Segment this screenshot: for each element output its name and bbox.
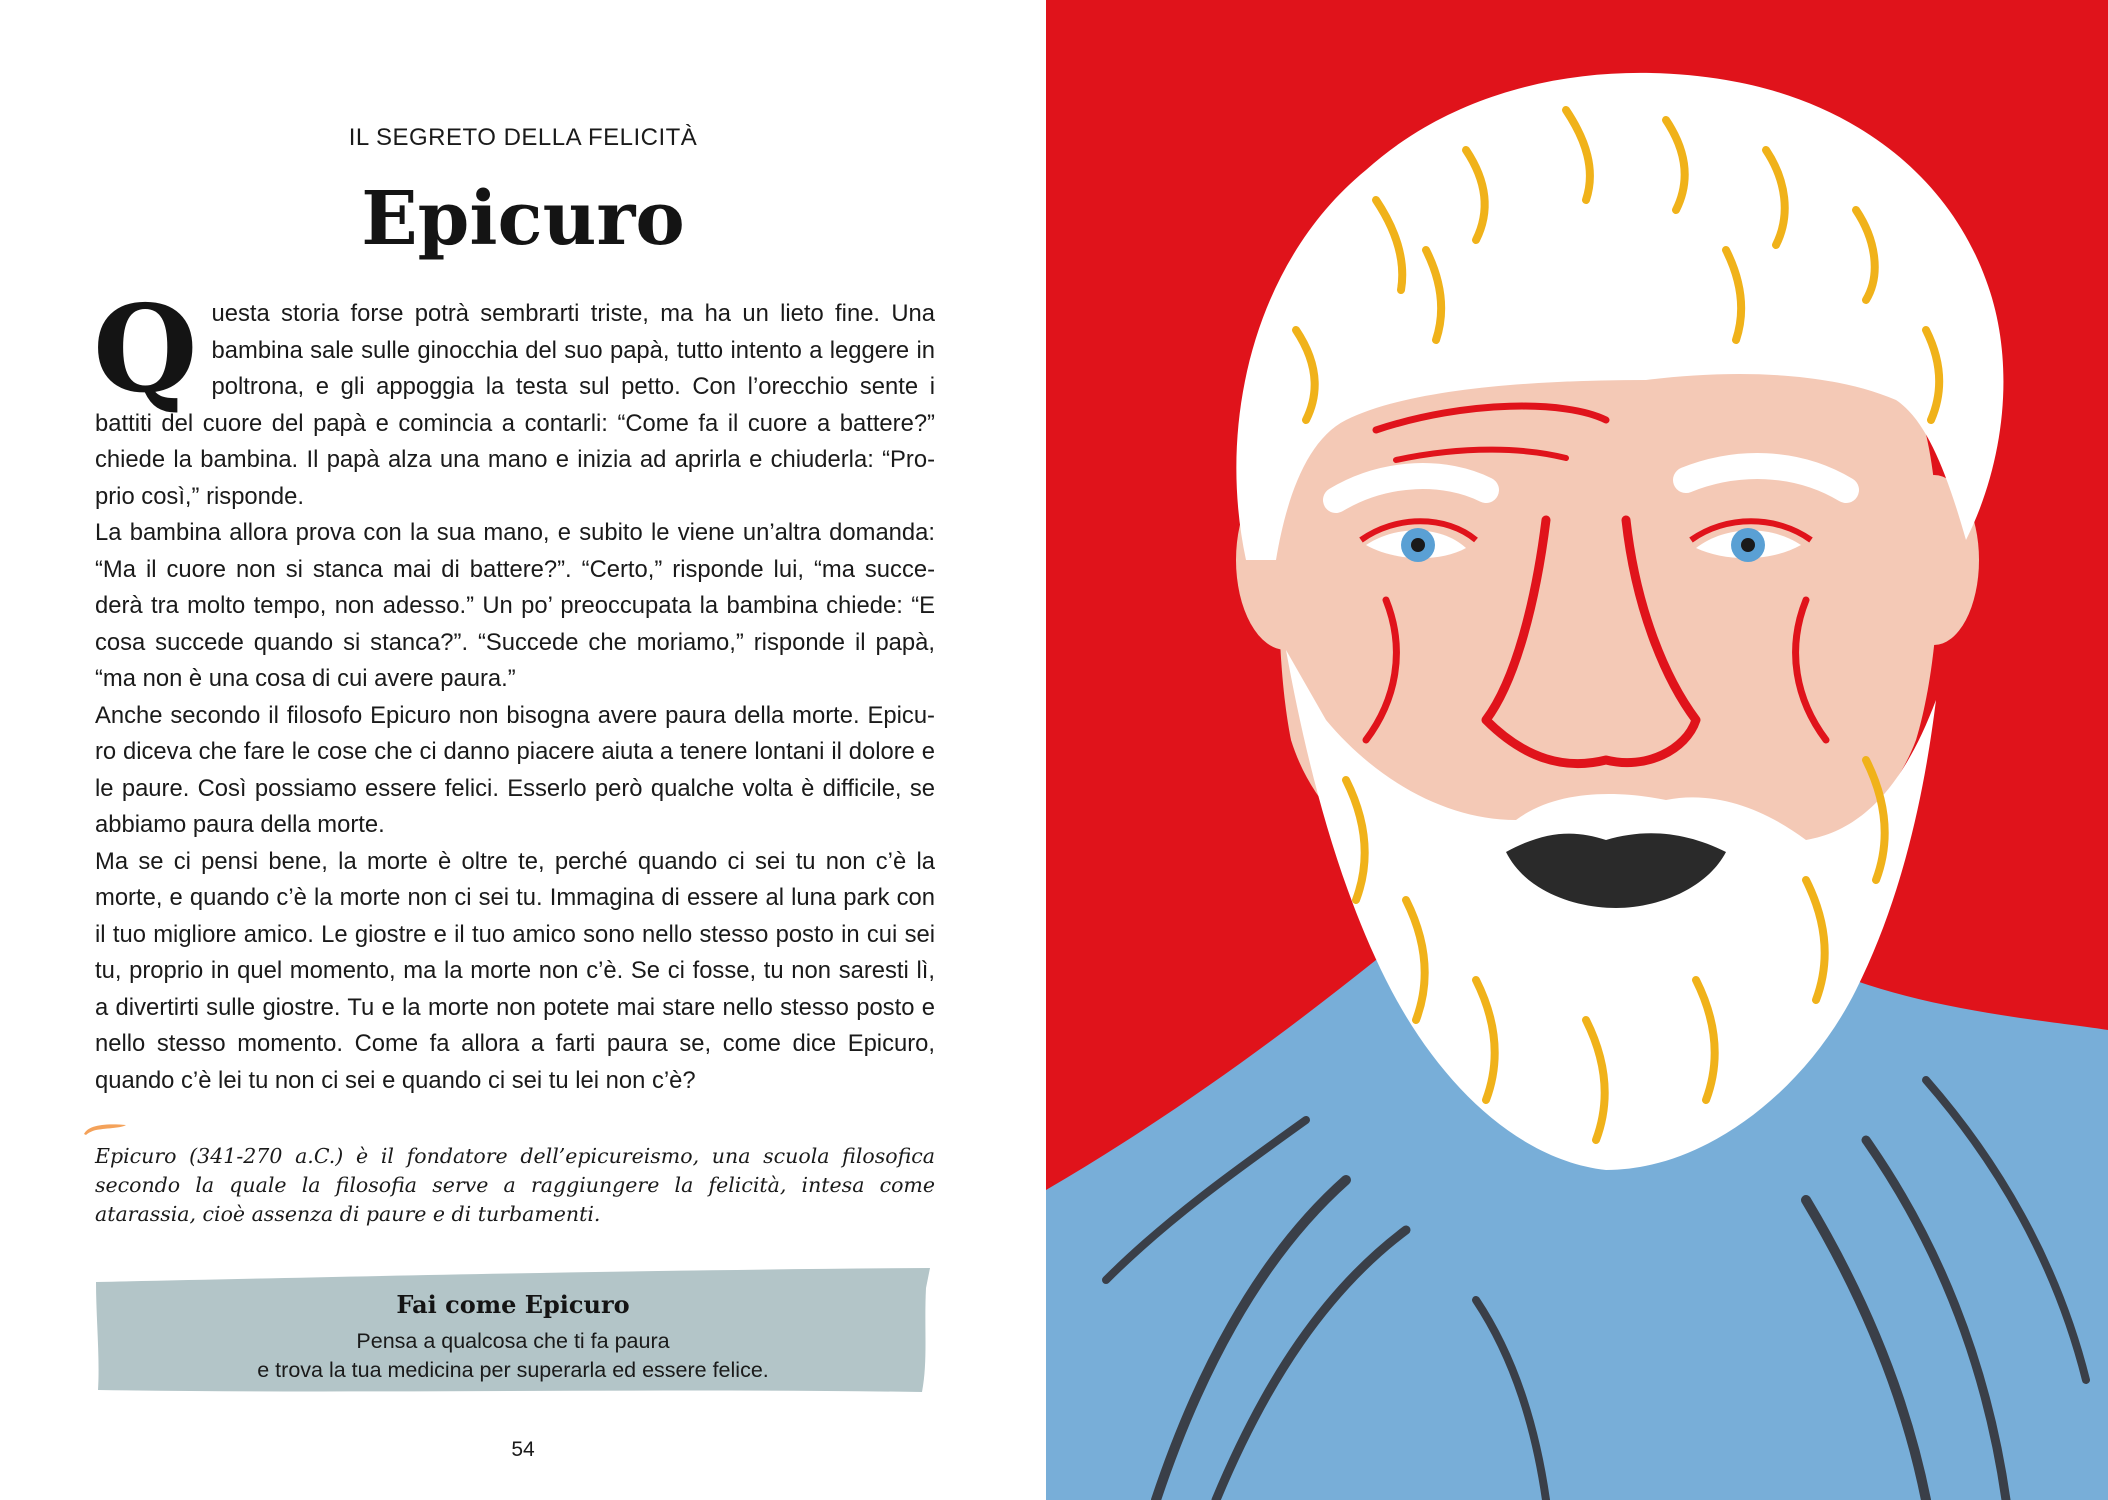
- paragraph-4: Ma se ci pensi bene, la morte è oltre te, perché quando ci sei tu non c’è la morte, e quando c’è la morte non ci sei tu. Immagina di essere al luna park con il tuo migliore amico. Le giostre e il tuo amico sono nello stesso posto in cui sei tu, proprio in quel momento, ma la morte non c’è. Se ci fosse, tu non saresti lì, a divertirti sulle giostre. Tu e la morte non potete mai stare nello stesso posto e nello stesso momento. Come fa allora a farti paura se, come dice Epicuro, quando c’è lei tu non ci sei e quando ci sei tu lei non c’è?: [95, 847, 935, 1094]
- epicurus-portrait-illustration: [1046, 0, 2108, 1500]
- left-page: [0, 0, 1046, 1500]
- drop-cap: Q: [93, 279, 198, 420]
- paragraph-1: uesta storia forse potrà sembrarti triste, ma ha un lieto fine. Una bambina sale sulle ginocchia del suo papà, tutto intento a leggere in poltrona, e gli appoggia la testa sul petto. Con l’orecchio sente i battiti del cuore del papà e comincia a contarli: “Come fa il cuore a battere?” chiede la bambina. Il papà alza una mano e inizia ad aprirla e chiuderla: “Pro-prio così,” risponde.: [95, 300, 935, 510]
- brush-mark-icon: [82, 1122, 128, 1136]
- tip-title: Fai come Epicuro: [396, 1290, 630, 1319]
- page-title: Epicuro: [361, 176, 685, 262]
- paragraph-3: Anche secondo il filosofo Epicuro non bisogna avere paura della morte. Epicu-ro diceva che fare le cose che ci danno piacere aiuta a tenere lontani il dolore e le paure. Così possiamo essere felici. Esserlo però qualche volta è difficile, se abbiamo paura della morte.: [95, 701, 935, 838]
- body-text: [93, 279, 935, 1099]
- tip-line-1: Pensa a qualcosa che ti fa paura: [356, 1329, 670, 1353]
- page-number: 54: [511, 1438, 535, 1461]
- paragraph-2: La bambina allora prova con la sua mano, e subito le viene un’altra domanda: “Ma il cuore non si stanca mai di battere?”. “Certo,” risponde lui, “ma succe-derà tra molto tempo, non adesso.” Un po’ preoccupata la bambina chiede: “E cosa succede quando si stanca?”. “Succede che moriamo,” risponde il papà, “ma non è una cosa di cui avere paura.”: [95, 519, 935, 692]
- tip-line-2: e trova la tua medicina per superarla ed essere felice.: [257, 1358, 769, 1382]
- biography-note: Epicuro (341-270 a.C.) è il fondatore dell’epicureismo, una scuola filosofica secondo la quale la filosofia serve a raggiungere la felicità, intesa come atarassia, cioè assenza di paure e di turbamenti.: [95, 1144, 935, 1226]
- chapter-kicker: IL SEGRETO DELLA FELICITÀ: [348, 124, 698, 151]
- right-page: [1046, 0, 2108, 1500]
- tip-box: [96, 1268, 930, 1394]
